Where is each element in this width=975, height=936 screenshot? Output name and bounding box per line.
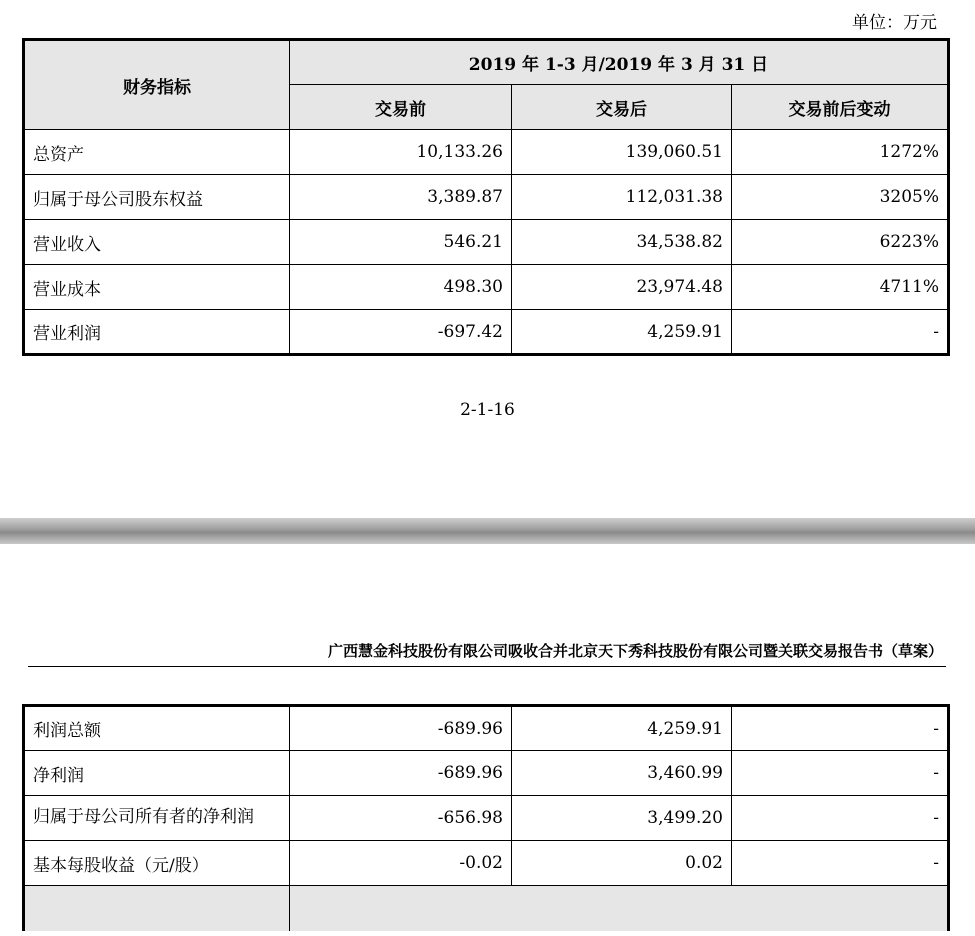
- value-change: 6223%: [732, 220, 949, 265]
- table-row: [24, 265, 949, 310]
- value-before: 3,389.87: [290, 175, 512, 220]
- value-after: 3,460.99: [512, 751, 732, 796]
- value-before: 10,133.26: [290, 130, 512, 175]
- value-change: -: [732, 310, 949, 355]
- value-after: 4,259.91: [512, 310, 732, 355]
- value-after: 112,031.38: [512, 175, 732, 220]
- value-after: 139,060.51: [512, 130, 732, 175]
- row-label: 营业利润: [24, 310, 290, 355]
- value-before: -697.42: [290, 310, 512, 355]
- financial-table-top: [22, 38, 950, 356]
- page-separator: [0, 518, 975, 544]
- cut-cell: [290, 886, 949, 931]
- value-after: 34,538.82: [512, 220, 732, 265]
- table-row: [24, 841, 949, 886]
- table-row: [24, 796, 949, 841]
- row-label: 利润总额: [24, 706, 290, 751]
- row-label: 总资产: [24, 130, 290, 175]
- table-row: [24, 751, 949, 796]
- value-change: -: [732, 751, 949, 796]
- table-row: [24, 310, 949, 355]
- report-title: 广西慧金科技股份有限公司吸收合并北京天下秀科技股份有限公司暨关联交易报告书（草案）: [327, 642, 943, 660]
- value-after: 23,974.48: [512, 265, 732, 310]
- value-before: 546.21: [290, 220, 512, 265]
- value-after: 4,259.91: [512, 706, 732, 751]
- table-row: [24, 130, 949, 175]
- value-change: 4711%: [732, 265, 949, 310]
- page-bottom: [0, 544, 975, 936]
- value-before: -656.98: [290, 796, 512, 841]
- value-change: 1272%: [732, 130, 949, 175]
- table-row: [24, 220, 949, 265]
- value-change: -: [732, 706, 949, 751]
- value-before: -689.96: [290, 751, 512, 796]
- header-change: 交易前后变动: [732, 85, 949, 130]
- title-rule: [28, 666, 946, 667]
- header-period: 2019 年 1-3 月/2019 年 3 月 31 日: [290, 40, 949, 85]
- row-label: 归属于母公司所有者的净利润: [24, 796, 290, 841]
- value-change: 3205%: [732, 175, 949, 220]
- value-before: 498.30: [290, 265, 512, 310]
- row-label: 净利润: [24, 751, 290, 796]
- row-label: 营业成本: [24, 265, 290, 310]
- row-label: 归属于母公司股东权益: [24, 175, 290, 220]
- table-row-cut-off: [24, 886, 949, 931]
- table-row: [24, 706, 949, 751]
- value-after: 3,499.20: [512, 796, 732, 841]
- row-label: 基本每股收益（元/股）: [24, 841, 290, 886]
- value-change: -: [732, 796, 949, 841]
- value-change: -: [732, 841, 949, 886]
- row-label: 营业收入: [24, 220, 290, 265]
- unit-label: 单位：万元: [852, 13, 937, 33]
- value-after: 0.02: [512, 841, 732, 886]
- value-before: -689.96: [290, 706, 512, 751]
- financial-table-bottom: [22, 704, 950, 931]
- table-row: [24, 175, 949, 220]
- page-number: 2-1-16: [460, 400, 515, 420]
- header-after: 交易后: [512, 85, 732, 130]
- header-before: 交易前: [290, 85, 512, 130]
- header-financial-indicator: 财务指标: [24, 40, 290, 130]
- value-before: -0.02: [290, 841, 512, 886]
- cut-cell: [24, 886, 290, 931]
